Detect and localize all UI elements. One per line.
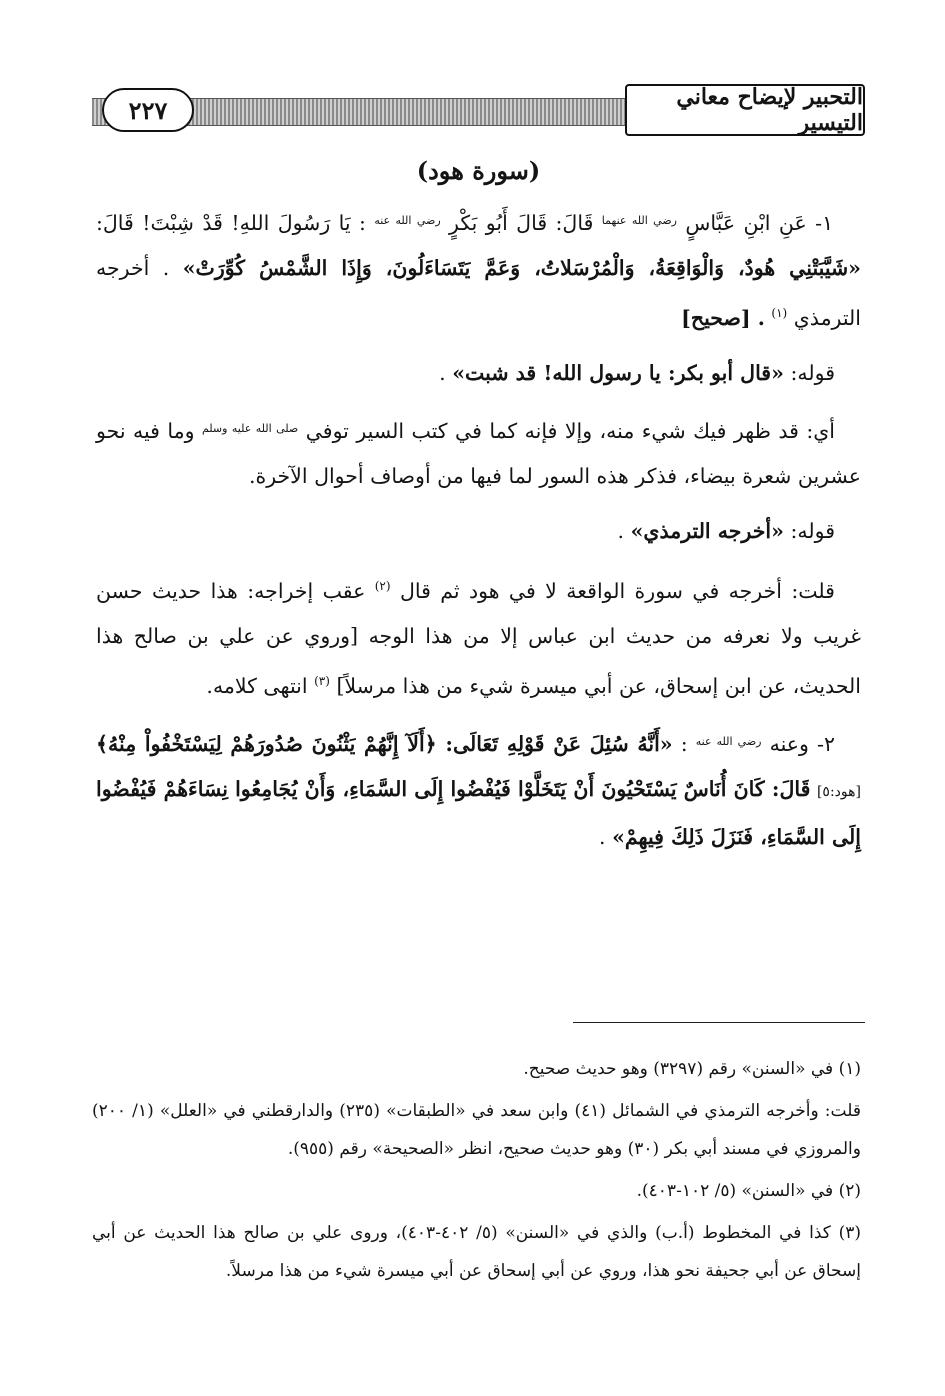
honorific-mark: رضي الله عنهما: [601, 214, 677, 227]
footnote-marker: (١): [771, 306, 788, 320]
hadith-2-text: :: [672, 732, 688, 756]
page-number: ٢٢٧: [102, 88, 194, 132]
hadith-1-source: . أخرجه الترمذي: [96, 256, 861, 330]
footnote-separator: [573, 1022, 865, 1023]
footnote-marker: (٣): [314, 674, 330, 688]
hadith-2-quote: قَالَ: كَانَ أُنَاسٌ يَسْتَحْيُونَ أَنْ يَتَخَلَّوْا فَيُفْضُوا إِلَى السَّمَاءِ، وَأَنْ يُجَامِعُوا نِسَاءَهُمْ فَيُفْضُوا إِلَى السَّمَاءِ، فَنَزَلَ ذَلِكَ فِيهِمْ»: [96, 777, 861, 849]
explanation-text: أي: قد ظهر فيك شيء منه، وإلا فإنه كما في كتب السير توفي: [305, 419, 835, 443]
hadith-1-text: : يَا رَسُولَ اللهِ! قَدْ شِبْتَ! قَالَ:: [96, 211, 366, 235]
hadith-1-text: قَالَ: قَالَ أَبُو بَكْرٍ: [449, 211, 594, 235]
commentary-1: [96, 351, 861, 396]
honorific-mark: صلى الله عليه وسلم: [201, 422, 299, 435]
footnote: (١) في «السنن» رقم (٣٢٩٧) وهو حديث صحيح.: [523, 1059, 861, 1079]
honorific-mark: رضي الله عنه: [374, 214, 441, 227]
explanation-text: انتهى كلامه.: [206, 674, 308, 698]
commentary-lead: قوله:: [783, 361, 835, 385]
main-text: [96, 150, 861, 870]
hadith-1: [96, 198, 861, 341]
explanation-1: [96, 406, 861, 499]
explanation-2: [96, 564, 861, 709]
footnote-marker: (٢): [374, 579, 391, 593]
commentary-end: .: [439, 361, 446, 385]
explanation-text: قلت: أخرجه في سورة الواقعة لا في هود ثم قال: [399, 579, 835, 603]
verse-reference: [هود:٥]: [816, 784, 861, 800]
commentary-quote: «قال أبو بكر: يا رسول الله! قد شبت»: [452, 361, 784, 385]
explanation-text: عقب إخراجه: هذا حديث حسن غريب ولا نعرفه من حديث ابن عباس إلا من هذا الوجه [وروي عن علي بن صالح هذا الحديث، عن ابن إسحاق، عن أبي ميسرة شيء من هذا مرسلاً]: [96, 579, 861, 698]
hadith-2-end: .: [599, 825, 606, 849]
footnote: (٢) في «السنن» (٥/ ١٠٢-٤٠٣).: [636, 1181, 861, 1201]
running-header: [92, 84, 865, 142]
chapter-title: (سورة هود): [416, 156, 541, 185]
commentary-end: .: [617, 519, 625, 543]
hadith-2-quote: «أَنَّهُ سُئِلَ عَنْ قَوْلِهِ تَعَالَى: ﴿أَلَآ إِنَّهُمْ يَثْنُونَ صُدُورَهُمْ لِيَسْتَخْفُواْ مِنْهُ﴾: [96, 732, 673, 756]
hadith-1-text: ١- عَنِ ابْنِ عَبَّاسٍ: [685, 211, 834, 235]
footnote: (٣) كذا في المخطوط (أ.ب) والذي في «السنن» (٥/ ٤٠٢-٤٠٣)، وروى علي بن صالح هذا الحديث عن أبي إسحاق عن أبي جحيفة نحو هذا، وروي عن أبي إسحاق عن أبي ميسرة شيء من هذا مرسلاً.: [92, 1223, 861, 1281]
footnotes: [92, 1050, 861, 1294]
hadith-2-text: ٢- وعنه: [769, 732, 835, 756]
hadith-1-quote: «شَيَّبَتْنِي هُودٌ، وَالْوَاقِعَةُ، وَالْمُرْسَلاتُ، وَعَمَّ يَتَسَاءَلُونَ، وَإِذَا الشَّمْسُ كُوِّرَتْ»: [182, 256, 861, 280]
book-title: التحبير لإيضاح معاني التيسير: [625, 84, 865, 136]
footnote: قلت: وأخرجه الترمذي في الشمائل (٤١) وابن سعد في «الطبقات» (٢٣٥) والدارقطني في «العلل» (١/ ٢٠٠) والمروزي في مسند أبي بكر (٣٠) وهو حديث صحيح، انظر «الصحيحة» رقم (٩٥٥).: [92, 1101, 861, 1159]
hadith-1-grade: . [صحيح]: [681, 306, 765, 330]
commentary-2: [96, 509, 861, 554]
hadith-2: [96, 719, 861, 860]
commentary-quote: «أخرجه الترمذي»: [630, 519, 784, 543]
honorific-mark: رضي الله عنه: [695, 735, 762, 748]
explanation-text: وما فيه نحو عشرين شعرة بيضاء، فذكر هذه السور لما فيها من أوصاف أحوال الآخرة.: [96, 419, 861, 488]
commentary-lead: قوله:: [783, 519, 835, 543]
